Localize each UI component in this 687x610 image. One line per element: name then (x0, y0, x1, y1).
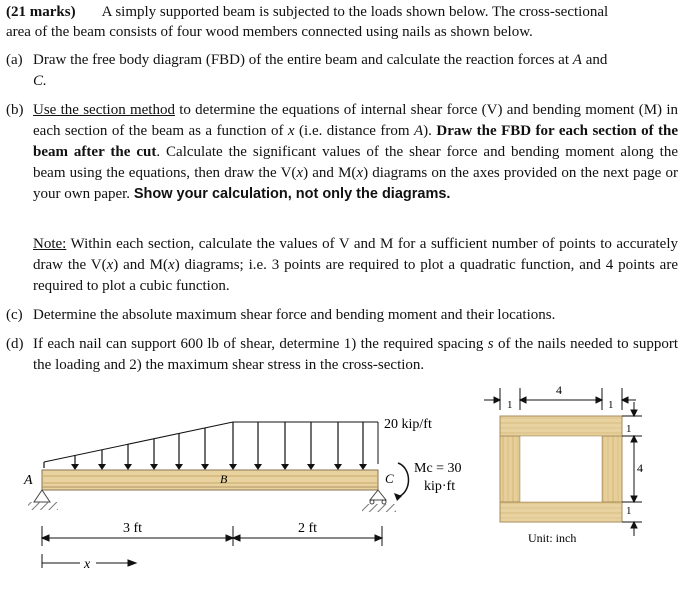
pin-support-a (28, 490, 58, 510)
dim-2ft: 2 ft (298, 521, 318, 536)
part-d-label: (d) (6, 336, 24, 352)
note-text-3: ) diagrams; i.e. 3 points are required to plot a quadratic function, and 4 points are required to plot a cubic function. (33, 257, 678, 294)
dimension-line (42, 526, 382, 546)
var-a: A (572, 52, 582, 68)
beam-body (42, 470, 378, 490)
dim-left-flange: 1 (507, 399, 513, 411)
part-a-text: Draw the free body diagram (FBD) of the entire beam and calculate the reaction forces at (33, 52, 570, 68)
part-a-label: (a) (6, 52, 23, 68)
part-b-label: (b) (6, 102, 24, 118)
x-label: x (84, 557, 91, 572)
note-label: Note: (33, 236, 67, 252)
moment-label-1: Mc = 30 (414, 461, 462, 476)
var-a-2: A (414, 123, 424, 139)
note-text-2: ) and M( (113, 257, 169, 273)
dim-web-height: 4 (637, 461, 643, 475)
part-d-text-1: If each nail can support 600 lb of shear, determine 1) the required spacing (33, 336, 488, 352)
point-a: A (24, 473, 33, 488)
section-method-link: Use the section method (33, 102, 175, 118)
dim-3ft: 3 ft (123, 521, 143, 536)
moment-label-2: kip·ft (424, 479, 456, 494)
var-x: x (287, 123, 295, 139)
note-var-x-2: x (168, 257, 175, 273)
note-var-x: x (106, 257, 114, 273)
intro-line-1 (6, 2, 678, 23)
point-c: C (385, 471, 394, 486)
dim-top-thickness: 1 (626, 423, 632, 435)
cross-section-members (500, 416, 622, 522)
part-b-text-4: . Calculate the significant values of the shear force and bending moment along the beam using the equations, then draw the V( (33, 144, 678, 181)
marks-label: (21 marks) (6, 4, 76, 20)
moment-arrow (398, 463, 409, 497)
load-label: 20 kip/ft (384, 417, 432, 432)
var-s: s (487, 336, 494, 352)
part-c-text: Determine the absolute maximum shear force and bending moment and their locations. (33, 307, 556, 323)
part-c-label: (c) (6, 307, 23, 323)
unit-label: Unit: inch (528, 531, 577, 545)
part-b-bold-2: Show your calculation, not only the diagrams. (133, 186, 451, 202)
dim-bottom-thickness: 1 (626, 505, 632, 517)
var-x-2: x (296, 165, 304, 181)
intro-line-2: area of the beam consists of four wood members connected using nails as shown below. (6, 24, 533, 40)
cross-section-figure (480, 380, 680, 560)
part-b-text-1: to determine the equations of internal shear force (V) and bending moment (M) in each section of the beam as a function of (33, 102, 678, 139)
distributed-load (44, 422, 378, 470)
dim-right-flange: 1 (608, 399, 614, 411)
part-d-text-2: of the nails needed to support the loading and 2) the maximum shear stress in the cross-section. (33, 336, 678, 373)
intro-text-1: A simply supported beam is subjected to the loads shown below. The cross-sectional (101, 4, 609, 20)
part-b-text-3: ). (423, 123, 437, 139)
point-b: B (220, 472, 228, 486)
part-b-text-5: ) and M( (303, 165, 357, 181)
part-b-text-2: (i.e. distance from (294, 123, 414, 139)
note-text-1: Within each section, calculate the values of V and M for a sufficient number of points to accurately draw the V( (33, 236, 678, 273)
roller-support-c (362, 490, 396, 512)
var-x-3: x (356, 165, 364, 181)
and-text: and (585, 52, 608, 68)
part-b-text-6: ) diagrams on the axes provided on the next page or your own paper. (33, 165, 678, 202)
part-b-bold-1: Draw the FBD for each section of the beam after the cut (33, 123, 679, 160)
var-c: C. (33, 73, 47, 89)
beam-figure (0, 380, 480, 580)
dim-top-width: 4 (556, 383, 562, 397)
